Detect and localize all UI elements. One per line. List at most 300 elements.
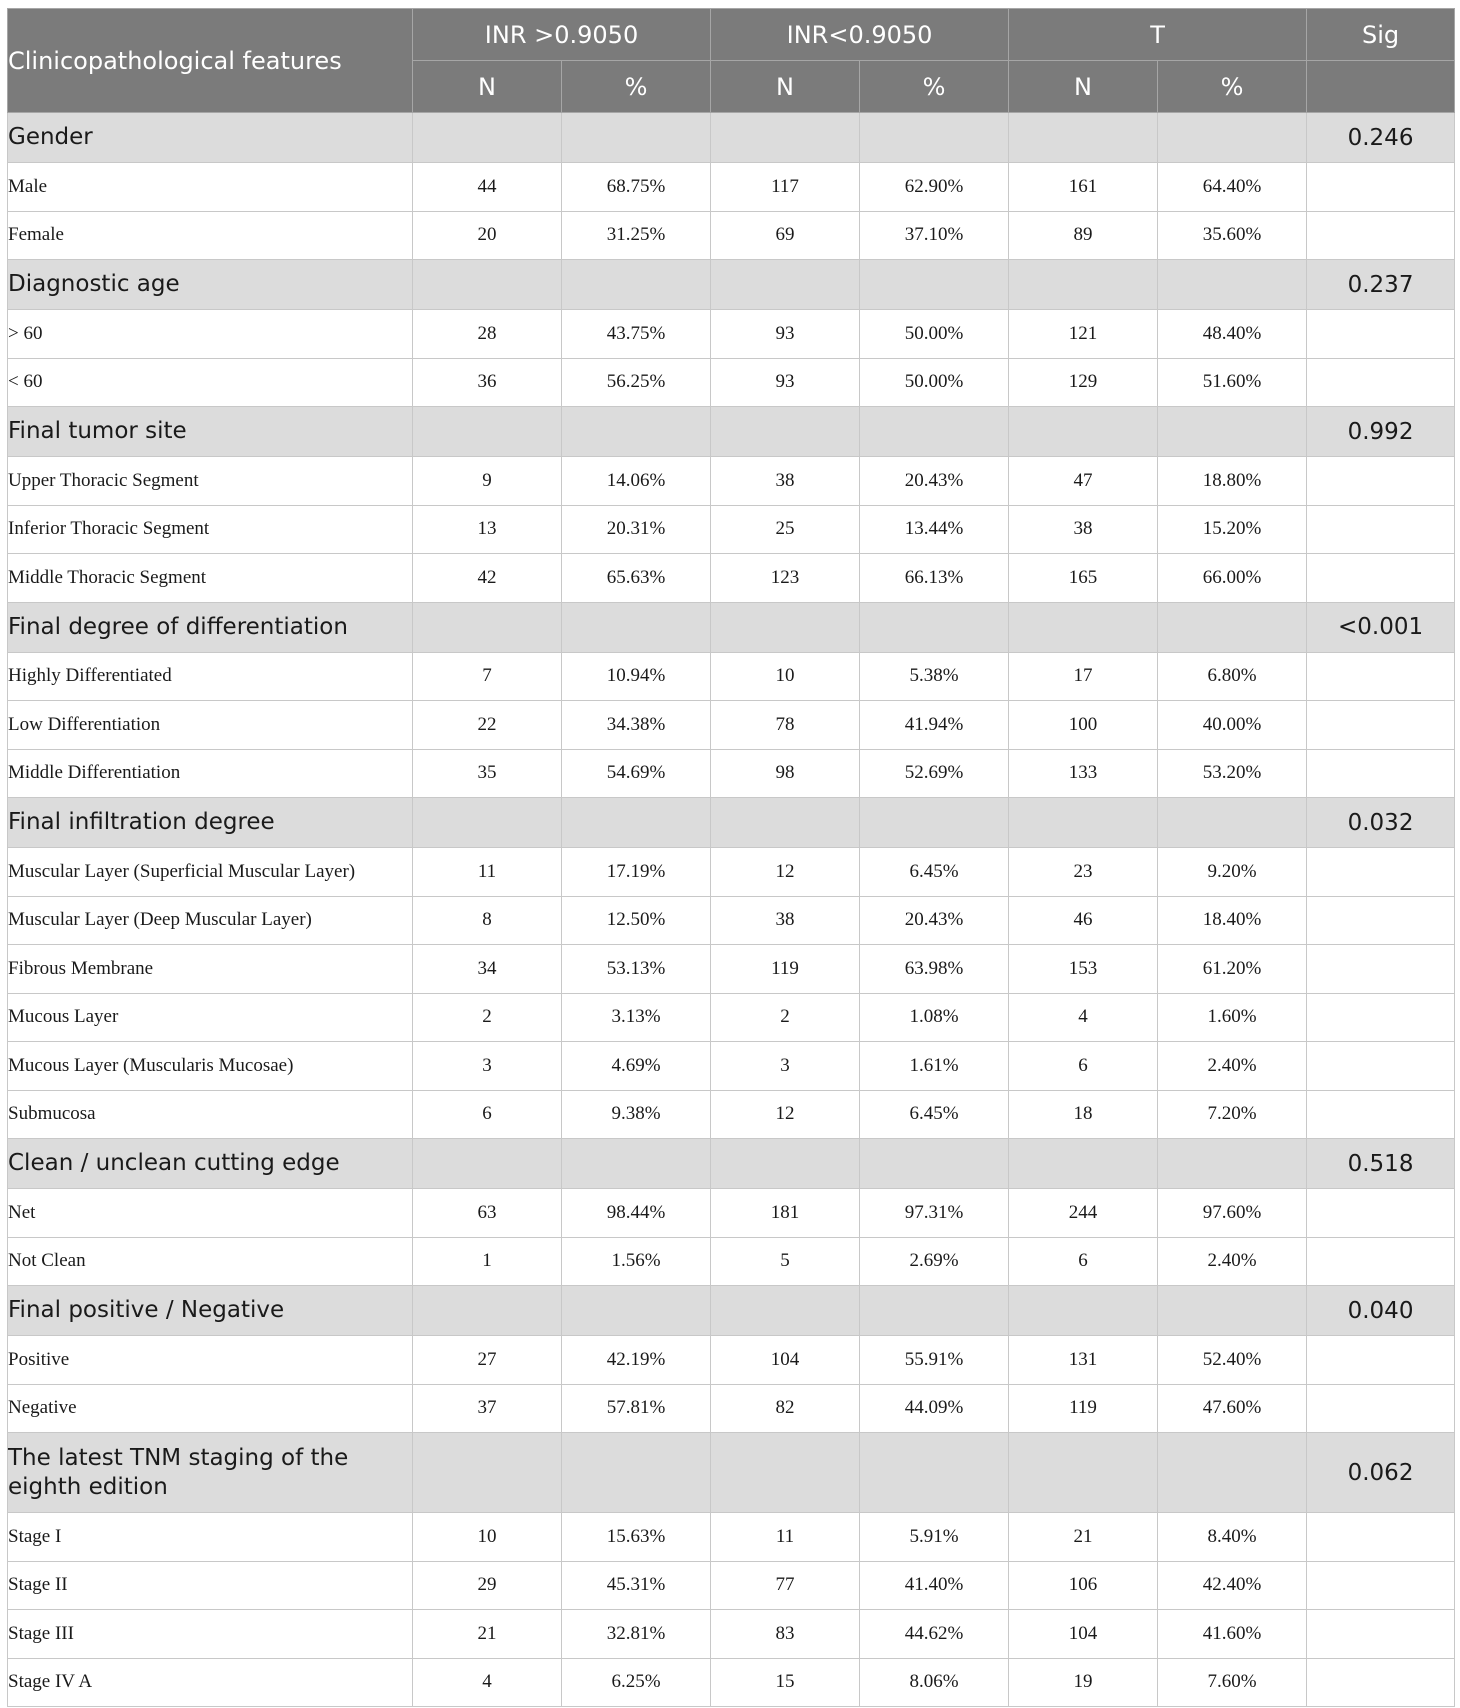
empty-cell xyxy=(860,1286,1009,1336)
total-n: 38 xyxy=(1009,505,1158,554)
row-label: Upper Thoracic Segment xyxy=(8,457,413,506)
group1-pct: 53.13% xyxy=(562,945,711,994)
group-header-row xyxy=(8,602,1455,652)
group2-pct: 50.00% xyxy=(860,310,1009,359)
sig-empty xyxy=(1307,163,1455,212)
group2-pct: 6.45% xyxy=(860,848,1009,897)
n-header: N xyxy=(1009,61,1158,113)
group1-pct: 65.63% xyxy=(562,554,711,603)
group2-n: 25 xyxy=(711,505,860,554)
group2-n: 5 xyxy=(711,1237,860,1286)
total-n: 133 xyxy=(1009,749,1158,798)
group2-n: 15 xyxy=(711,1658,860,1707)
total-pct: 66.00% xyxy=(1158,554,1307,603)
row-label: Stage III xyxy=(8,1610,413,1659)
group1-pct: 42.19% xyxy=(562,1336,711,1385)
total-n: 21 xyxy=(1009,1513,1158,1562)
sig-empty xyxy=(1307,652,1455,701)
group-name: Final degree of differentiation xyxy=(8,602,413,652)
total-n: 244 xyxy=(1009,1189,1158,1238)
row-label: Stage IV A xyxy=(8,1658,413,1707)
row-label: Mucous Layer xyxy=(8,993,413,1042)
row-label: Inferior Thoracic Segment xyxy=(8,505,413,554)
table-row xyxy=(8,1384,1455,1433)
n-header: N xyxy=(711,61,860,113)
group1-n: 22 xyxy=(413,701,562,750)
empty-cell xyxy=(1158,1433,1307,1513)
group2-pct: 44.09% xyxy=(860,1384,1009,1433)
group2-pct: 41.40% xyxy=(860,1561,1009,1610)
row-label: Submucosa xyxy=(8,1090,413,1139)
row-label: Fibrous Membrane xyxy=(8,945,413,994)
group2-n: 3 xyxy=(711,1042,860,1091)
total-pct: 42.40% xyxy=(1158,1561,1307,1610)
group1-pct: 17.19% xyxy=(562,848,711,897)
total-n: 161 xyxy=(1009,163,1158,212)
empty-cell xyxy=(1009,1139,1158,1189)
group1-n: 63 xyxy=(413,1189,562,1238)
total-n: 46 xyxy=(1009,896,1158,945)
total-n: 165 xyxy=(1009,554,1158,603)
group1-n: 27 xyxy=(413,1336,562,1385)
group1-pct: 54.69% xyxy=(562,749,711,798)
sig-empty xyxy=(1307,211,1455,260)
empty-cell xyxy=(562,798,711,848)
empty-cell xyxy=(1158,798,1307,848)
total-header: T xyxy=(1009,9,1307,61)
total-n: 131 xyxy=(1009,1336,1158,1385)
total-pct: 1.60% xyxy=(1158,993,1307,1042)
empty-cell xyxy=(860,798,1009,848)
group2-n: 77 xyxy=(711,1561,860,1610)
sig-value: 0.032 xyxy=(1307,798,1455,848)
table-row xyxy=(8,652,1455,701)
total-pct: 35.60% xyxy=(1158,211,1307,260)
group-header-row xyxy=(8,260,1455,310)
total-n: 19 xyxy=(1009,1658,1158,1707)
group2-pct: 6.45% xyxy=(860,1090,1009,1139)
group2-pct: 44.62% xyxy=(860,1610,1009,1659)
table-row xyxy=(8,848,1455,897)
group2-pct: 55.91% xyxy=(860,1336,1009,1385)
total-n: 18 xyxy=(1009,1090,1158,1139)
sig-empty xyxy=(1307,505,1455,554)
group1-n: 2 xyxy=(413,993,562,1042)
total-n: 119 xyxy=(1009,1384,1158,1433)
empty-cell xyxy=(1158,1139,1307,1189)
empty-cell xyxy=(711,602,860,652)
group2-n: 123 xyxy=(711,554,860,603)
group2-pct: 2.69% xyxy=(860,1237,1009,1286)
empty-cell xyxy=(1009,798,1158,848)
empty-cell xyxy=(413,1286,562,1336)
pct-header: % xyxy=(562,61,711,113)
group1-pct: 20.31% xyxy=(562,505,711,554)
group2-pct: 13.44% xyxy=(860,505,1009,554)
row-label: > 60 xyxy=(8,310,413,359)
empty-cell xyxy=(1009,1286,1158,1336)
table-row xyxy=(8,1513,1455,1562)
sig-empty xyxy=(1307,1189,1455,1238)
sig-empty xyxy=(1307,896,1455,945)
sig-empty xyxy=(1307,1042,1455,1091)
total-pct: 6.80% xyxy=(1158,652,1307,701)
row-label: Positive xyxy=(8,1336,413,1385)
group2-n: 82 xyxy=(711,1384,860,1433)
group1-pct: 68.75% xyxy=(562,163,711,212)
table-row xyxy=(8,1658,1455,1707)
group2-n: 69 xyxy=(711,211,860,260)
clinicopathological-table xyxy=(7,8,1455,1707)
empty-cell xyxy=(1009,407,1158,457)
group1-n: 20 xyxy=(413,211,562,260)
total-pct: 64.40% xyxy=(1158,163,1307,212)
group2-n: 38 xyxy=(711,896,860,945)
total-pct: 52.40% xyxy=(1158,1336,1307,1385)
group1-n: 10 xyxy=(413,1513,562,1562)
table-row xyxy=(8,896,1455,945)
total-pct: 47.60% xyxy=(1158,1384,1307,1433)
empty-cell xyxy=(860,260,1009,310)
empty-cell xyxy=(413,1433,562,1513)
group-name: Final infiltration degree xyxy=(8,798,413,848)
table-row xyxy=(8,1189,1455,1238)
row-label: Muscular Layer (Superficial Muscular Layer) xyxy=(8,848,413,897)
group1-pct: 6.25% xyxy=(562,1658,711,1707)
group2-n: 11 xyxy=(711,1513,860,1562)
sig-empty xyxy=(1307,749,1455,798)
group1-n: 13 xyxy=(413,505,562,554)
table-row xyxy=(8,1042,1455,1091)
empty-cell xyxy=(860,1433,1009,1513)
table-row xyxy=(8,749,1455,798)
total-pct: 9.20% xyxy=(1158,848,1307,897)
empty-cell xyxy=(1158,113,1307,163)
group1-header: INR >0.9050 xyxy=(413,9,711,61)
group2-pct: 97.31% xyxy=(860,1189,1009,1238)
table-row xyxy=(8,1561,1455,1610)
empty-cell xyxy=(711,113,860,163)
total-n: 4 xyxy=(1009,993,1158,1042)
group2-pct: 20.43% xyxy=(860,896,1009,945)
group1-n: 21 xyxy=(413,1610,562,1659)
total-n: 153 xyxy=(1009,945,1158,994)
total-pct: 40.00% xyxy=(1158,701,1307,750)
group1-n: 7 xyxy=(413,652,562,701)
total-pct: 2.40% xyxy=(1158,1042,1307,1091)
sig-empty xyxy=(1307,1384,1455,1433)
group2-n: 38 xyxy=(711,457,860,506)
row-label: Low Differentiation xyxy=(8,701,413,750)
total-pct: 7.20% xyxy=(1158,1090,1307,1139)
group-name: Final tumor site xyxy=(8,407,413,457)
group-name: Gender xyxy=(8,113,413,163)
total-pct: 61.20% xyxy=(1158,945,1307,994)
row-label: Male xyxy=(8,163,413,212)
row-label: Negative xyxy=(8,1384,413,1433)
group-name: Diagnostic age xyxy=(8,260,413,310)
group1-pct: 3.13% xyxy=(562,993,711,1042)
group1-pct: 34.38% xyxy=(562,701,711,750)
sig-empty xyxy=(1307,1336,1455,1385)
empty-cell xyxy=(562,1139,711,1189)
row-label: Mucous Layer (Muscularis Mucosae) xyxy=(8,1042,413,1091)
sig-value: <0.001 xyxy=(1307,602,1455,652)
sig-empty xyxy=(1307,1090,1455,1139)
group-name: Final positive / Negative xyxy=(8,1286,413,1336)
total-n: 17 xyxy=(1009,652,1158,701)
group1-n: 28 xyxy=(413,310,562,359)
table-row xyxy=(8,554,1455,603)
empty-cell xyxy=(711,1286,860,1336)
total-pct: 7.60% xyxy=(1158,1658,1307,1707)
table-row xyxy=(8,945,1455,994)
row-label: Female xyxy=(8,211,413,260)
pct-header: % xyxy=(1158,61,1307,113)
group1-pct: 1.56% xyxy=(562,1237,711,1286)
table-row xyxy=(8,505,1455,554)
group1-pct: 32.81% xyxy=(562,1610,711,1659)
group1-pct: 56.25% xyxy=(562,358,711,407)
group2-pct: 8.06% xyxy=(860,1658,1009,1707)
row-label: Not Clean xyxy=(8,1237,413,1286)
sig-value: 0.237 xyxy=(1307,260,1455,310)
group2-pct: 20.43% xyxy=(860,457,1009,506)
empty-cell xyxy=(413,798,562,848)
row-label: Muscular Layer (Deep Muscular Layer) xyxy=(8,896,413,945)
empty-cell xyxy=(1009,113,1158,163)
group1-pct: 15.63% xyxy=(562,1513,711,1562)
total-pct: 8.40% xyxy=(1158,1513,1307,1562)
empty-cell xyxy=(711,407,860,457)
group2-n: 10 xyxy=(711,652,860,701)
total-n: 47 xyxy=(1009,457,1158,506)
group1-n: 9 xyxy=(413,457,562,506)
empty-cell xyxy=(860,1139,1009,1189)
group-header-row xyxy=(8,1433,1455,1513)
group1-pct: 4.69% xyxy=(562,1042,711,1091)
empty-cell xyxy=(711,260,860,310)
pct-header: % xyxy=(860,61,1009,113)
sig-empty xyxy=(1307,1237,1455,1286)
table-body xyxy=(8,113,1455,1707)
sig-value: 0.062 xyxy=(1307,1433,1455,1513)
group2-pct: 63.98% xyxy=(860,945,1009,994)
total-pct: 41.60% xyxy=(1158,1610,1307,1659)
table-row xyxy=(8,1090,1455,1139)
features-header: Clinicopathological features xyxy=(8,9,413,113)
group1-n: 3 xyxy=(413,1042,562,1091)
group1-pct: 57.81% xyxy=(562,1384,711,1433)
total-pct: 18.80% xyxy=(1158,457,1307,506)
empty-cell xyxy=(413,407,562,457)
group2-n: 117 xyxy=(711,163,860,212)
group2-n: 83 xyxy=(711,1610,860,1659)
n-header: N xyxy=(413,61,562,113)
group1-pct: 9.38% xyxy=(562,1090,711,1139)
sig-header: Sig xyxy=(1307,9,1455,61)
total-pct: 48.40% xyxy=(1158,310,1307,359)
sig-value: 0.246 xyxy=(1307,113,1455,163)
group1-n: 37 xyxy=(413,1384,562,1433)
table-row xyxy=(8,211,1455,260)
empty-cell xyxy=(562,1286,711,1336)
empty-cell xyxy=(413,1139,562,1189)
sig-empty xyxy=(1307,554,1455,603)
group2-n: 104 xyxy=(711,1336,860,1385)
group2-pct: 50.00% xyxy=(860,358,1009,407)
group2-pct: 5.38% xyxy=(860,652,1009,701)
sig-value: 0.992 xyxy=(1307,407,1455,457)
empty-cell xyxy=(562,1433,711,1513)
group-header-row xyxy=(8,113,1455,163)
sig-empty xyxy=(1307,945,1455,994)
row-label: Middle Thoracic Segment xyxy=(8,554,413,603)
empty-cell xyxy=(711,1433,860,1513)
table-row xyxy=(8,993,1455,1042)
empty-cell xyxy=(562,602,711,652)
group1-pct: 43.75% xyxy=(562,310,711,359)
group2-pct: 66.13% xyxy=(860,554,1009,603)
sig-empty xyxy=(1307,457,1455,506)
table-header xyxy=(8,9,1455,113)
group-header-row xyxy=(8,407,1455,457)
total-n: 6 xyxy=(1009,1237,1158,1286)
total-n: 100 xyxy=(1009,701,1158,750)
total-n: 104 xyxy=(1009,1610,1158,1659)
group-name: Clean / unclean cutting edge xyxy=(8,1139,413,1189)
group1-pct: 10.94% xyxy=(562,652,711,701)
group2-n: 119 xyxy=(711,945,860,994)
sig-empty xyxy=(1307,1561,1455,1610)
total-n: 121 xyxy=(1009,310,1158,359)
sig-empty xyxy=(1307,701,1455,750)
empty-cell xyxy=(562,260,711,310)
empty-cell xyxy=(711,798,860,848)
table-row xyxy=(8,701,1455,750)
empty-cell xyxy=(413,602,562,652)
group2-n: 78 xyxy=(711,701,860,750)
group2-pct: 1.08% xyxy=(860,993,1009,1042)
group1-n: 1 xyxy=(413,1237,562,1286)
group1-pct: 31.25% xyxy=(562,211,711,260)
group2-n: 93 xyxy=(711,358,860,407)
sig-subheader-empty xyxy=(1307,61,1455,113)
row-label: Middle Differentiation xyxy=(8,749,413,798)
group-header-row xyxy=(8,1139,1455,1189)
empty-cell xyxy=(1158,260,1307,310)
empty-cell xyxy=(413,113,562,163)
group1-pct: 98.44% xyxy=(562,1189,711,1238)
group2-pct: 52.69% xyxy=(860,749,1009,798)
group2-n: 98 xyxy=(711,749,860,798)
group2-pct: 62.90% xyxy=(860,163,1009,212)
group-header-row xyxy=(8,1286,1455,1336)
table-row xyxy=(8,457,1455,506)
group1-n: 29 xyxy=(413,1561,562,1610)
group2-n: 93 xyxy=(711,310,860,359)
sig-empty xyxy=(1307,358,1455,407)
empty-cell xyxy=(1009,260,1158,310)
group2-pct: 5.91% xyxy=(860,1513,1009,1562)
total-pct: 97.60% xyxy=(1158,1189,1307,1238)
table-row xyxy=(8,1237,1455,1286)
group-header-row xyxy=(8,798,1455,848)
row-label: Stage I xyxy=(8,1513,413,1562)
sig-empty xyxy=(1307,993,1455,1042)
table-row xyxy=(8,1336,1455,1385)
group2-n: 2 xyxy=(711,993,860,1042)
empty-cell xyxy=(860,113,1009,163)
group1-n: 4 xyxy=(413,1658,562,1707)
group2-n: 181 xyxy=(711,1189,860,1238)
total-n: 106 xyxy=(1009,1561,1158,1610)
group2-pct: 37.10% xyxy=(860,211,1009,260)
group2-pct: 41.94% xyxy=(860,701,1009,750)
empty-cell xyxy=(860,602,1009,652)
group1-n: 36 xyxy=(413,358,562,407)
table-row xyxy=(8,163,1455,212)
group1-n: 34 xyxy=(413,945,562,994)
group1-pct: 12.50% xyxy=(562,896,711,945)
sig-empty xyxy=(1307,1513,1455,1562)
group1-n: 42 xyxy=(413,554,562,603)
total-pct: 51.60% xyxy=(1158,358,1307,407)
total-n: 6 xyxy=(1009,1042,1158,1091)
group1-n: 6 xyxy=(413,1090,562,1139)
group1-n: 44 xyxy=(413,163,562,212)
empty-cell xyxy=(1009,1433,1158,1513)
total-pct: 18.40% xyxy=(1158,896,1307,945)
sig-empty xyxy=(1307,1658,1455,1707)
empty-cell xyxy=(1158,407,1307,457)
group1-pct: 14.06% xyxy=(562,457,711,506)
group-name: The latest TNM staging of the eighth edition xyxy=(8,1433,413,1513)
row-label: Net xyxy=(8,1189,413,1238)
group1-pct: 45.31% xyxy=(562,1561,711,1610)
group2-header: INR<0.9050 xyxy=(711,9,1009,61)
group1-n: 11 xyxy=(413,848,562,897)
total-pct: 15.20% xyxy=(1158,505,1307,554)
total-n: 23 xyxy=(1009,848,1158,897)
empty-cell xyxy=(1158,1286,1307,1336)
empty-cell xyxy=(1158,602,1307,652)
group2-n: 12 xyxy=(711,1090,860,1139)
table-row xyxy=(8,358,1455,407)
empty-cell xyxy=(1009,602,1158,652)
sig-value: 0.518 xyxy=(1307,1139,1455,1189)
total-pct: 2.40% xyxy=(1158,1237,1307,1286)
group1-n: 35 xyxy=(413,749,562,798)
table-row xyxy=(8,310,1455,359)
sig-value: 0.040 xyxy=(1307,1286,1455,1336)
sig-empty xyxy=(1307,310,1455,359)
group2-n: 12 xyxy=(711,848,860,897)
total-n: 89 xyxy=(1009,211,1158,260)
group1-n: 8 xyxy=(413,896,562,945)
empty-cell xyxy=(562,113,711,163)
table-row xyxy=(8,1610,1455,1659)
total-n: 129 xyxy=(1009,358,1158,407)
empty-cell xyxy=(711,1139,860,1189)
row-label: < 60 xyxy=(8,358,413,407)
row-label: Stage II xyxy=(8,1561,413,1610)
total-pct: 53.20% xyxy=(1158,749,1307,798)
sig-empty xyxy=(1307,848,1455,897)
group2-pct: 1.61% xyxy=(860,1042,1009,1091)
empty-cell xyxy=(562,407,711,457)
row-label: Highly Differentiated xyxy=(8,652,413,701)
